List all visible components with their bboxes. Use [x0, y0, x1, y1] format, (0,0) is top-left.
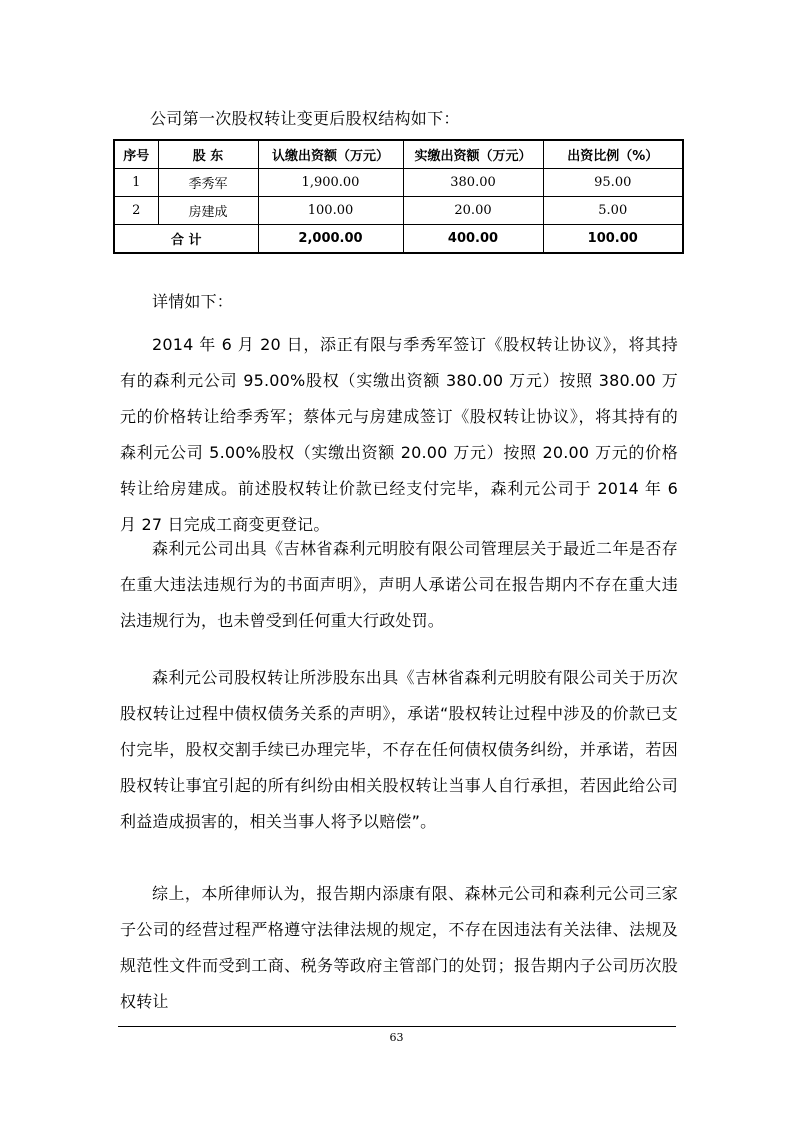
table-row [114, 197, 683, 225]
paragraph-management-statement: 森利元公司出具《吉林省森利元明胶有限公司管理层关于最近二年是否存在重大违法违规行为的书面声明》，声明人承诺公司在报告期内不存在重大违法违规行为，也未曾受到任何重大行政处罚。 [120, 539, 678, 630]
table-total-row [114, 225, 683, 254]
header-subscribed: 认缴出资额（万元） [258, 140, 403, 169]
paragraph-transfer-details: 2014 年 6 月 20 日，添正有限与季秀军签订《股权转让协议》，将其持有的森利元公司 95.00%股权（实缴出资额 380.00 万元）按照 380.00 万元的价格转让给季秀军；蔡体元与房建成签订《股权转让协议》，将其持有的森利元公司 5.00%股权（实缴出资额 20.00 万元）按照 20.00 万元的价格转让给房建成。前述股权转让价款已经支付完毕，森利元公司于 2014 年 6 月 27 日完成工商变更登记。 [120, 335, 678, 534]
table-row [114, 169, 683, 197]
cell-paid: 20.00 [403, 197, 543, 225]
cell-shareholder: 房建成 [158, 197, 258, 225]
paragraph-details-intro: 详情如下： [152, 292, 234, 311]
table-header-row [114, 140, 683, 169]
paragraph-debt-statement: 森利元公司股权转让所涉股东出具《吉林省森利元明胶有限公司关于历次股权转让过程中债权债务关系的声明》，承诺“股权转让过程中涉及的价款已支付完毕，股权交割手续已办理完毕，不存在任何债权债务纠纷，并承诺，若因股权转让事宜引起的所有纠纷由相关股权转让当事人自行承担，若因此给公司利益造成损害的，相关当事人将予以赔偿”。 [120, 668, 678, 831]
total-subscribed: 2,000.00 [258, 225, 403, 254]
header-paid: 实缴出资额（万元） [403, 140, 543, 169]
total-paid: 400.00 [403, 225, 543, 254]
total-label: 合 计 [114, 225, 258, 254]
cell-paid: 380.00 [403, 169, 543, 197]
cell-ratio: 95.00 [543, 169, 683, 197]
header-shareholder: 股 东 [158, 140, 258, 169]
page-number: 63 [389, 1031, 404, 1044]
cell-ratio: 5.00 [543, 197, 683, 225]
cell-index: 1 [114, 169, 158, 197]
paragraph-conclusion: 综上，本所律师认为，报告期内添康有限、森林元公司和森利元公司三家子公司的经营过程严格遵守法律法规的规定，不存在因违法有关法律、法规及规范性文件而受到工商、税务等政府主管部门的处罚；报告期内子公司历次股权转让 [120, 884, 678, 1011]
cell-subscribed: 100.00 [258, 197, 403, 225]
cell-subscribed: 1,900.00 [258, 169, 403, 197]
header-ratio: 出资比例（%） [543, 140, 683, 169]
footer-divider [118, 1026, 676, 1027]
table-caption: 公司第一次股权转让变更后股权结构如下： [150, 109, 460, 128]
total-ratio: 100.00 [543, 225, 683, 254]
equity-structure-table [113, 139, 684, 254]
header-index: 序号 [114, 140, 158, 169]
cell-index: 2 [114, 197, 158, 225]
cell-shareholder: 季秀军 [158, 169, 258, 197]
